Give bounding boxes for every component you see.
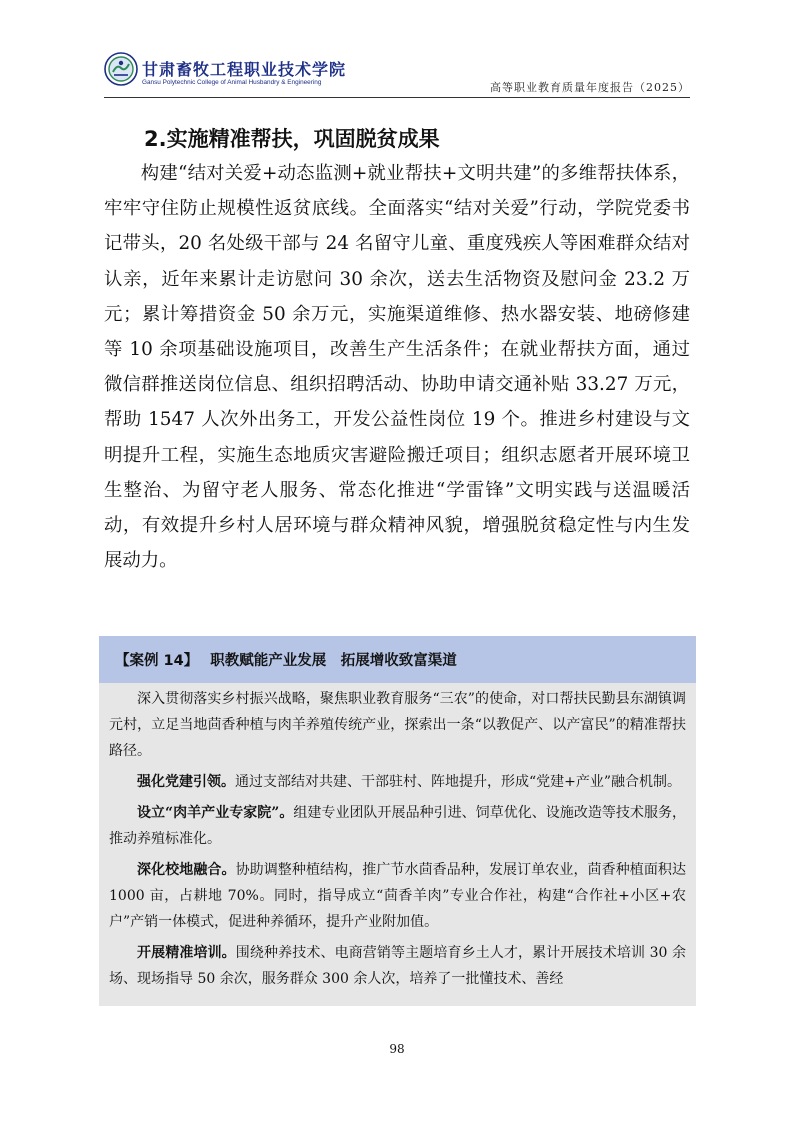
report-title: 高等职业教育质量年度报告（2025） xyxy=(490,81,690,94)
page-header xyxy=(104,52,690,98)
case-item-lead: 深化校地融合。 xyxy=(137,862,236,878)
case-item-lead: 强化党建引领。 xyxy=(137,774,235,790)
case-intro: 深入贯彻落实乡村振兴战略，聚焦职业教育服务“三农”的使命，对口帮扶民勤县东湖镇调元村，立足当地茴香种植与肉羊养殖传统产业，探索出一条“以教促产、以产富民”的精准帮扶路径。 xyxy=(109,691,686,759)
case-item-text: 围绕种养技术、电商营销等主题培育乡土人才，累计开展技术培训 30 余场、现场指导 50 余次，服务群众 300 余人次，培养了一批懂技术、善经 xyxy=(109,945,687,987)
case-item-text: 组建专业团队开展品种引进、饲草优化、设施改造等技术服务，推动养殖标准化。 xyxy=(109,805,687,847)
case-tag: 【案例 14】 xyxy=(115,653,199,669)
case-item-text: 通过支部结对共建、干部驻村、阵地提升，形成“党建+产业”融合机制。 xyxy=(235,774,682,790)
case-item-lead: 开展精准培训。 xyxy=(137,945,236,961)
case-item xyxy=(109,769,686,795)
section-body: 构建“结对关爱+动态监测+就业帮扶+文明共建”的多维帮扶体系，牢牢守住防止规模性返贫底线。全面落实“结对关爱”行动，学院党委书记带头，20 名处级干部与 24 名留守儿童、重度残疾人等困难群众结对认亲，近年来累计走访慰问 30 余次，送去生活物资及慰问金 23.2 万元；累计筹措资金 50 余万元，实施渠道维修、热水器安装、地磅修建等 10 余项基础设施项目，改善生产生活条件；在就业帮扶方面，通过微信群推送岗位信息、组织招聘活动、协助申请交通补贴 33.27 万元，帮助 1547 人次外出务工，开发公益性岗位 19 个。推进乡村建设与文明提升工程，实施生态地质灾害避险搬迁项目；组织志愿者开展环境卫生整治、为留守老人服务、常态化推进“学雷锋”文明实践与送温暖活动，有效提升乡村人居环境与群众精神风貌，增强脱贫稳定性与内生发展动力。 xyxy=(104,163,690,572)
case-item-lead: 设立“肉羊产业专家院”。 xyxy=(137,805,294,821)
college-logo-icon xyxy=(104,52,138,86)
case-title: 职教赋能产业发展 拓展增收致富渠道 xyxy=(210,653,457,669)
case-item-text: 协助调整种植结构，推广节水茴香品种，发展订单农业，茴香种植面积达 1000 亩，占耕地 70%。同时，指导成立“茴香羊肉”专业合作社，构建“合作社+小区+农户”产销一体模式，促进种养循环，提升产业附加值。 xyxy=(109,862,687,930)
college-name-cn: 甘肃畜牧工程职业技术学院 xyxy=(142,60,347,79)
page-number: 98 xyxy=(389,1042,405,1056)
header-divider xyxy=(104,97,690,98)
case-study-box xyxy=(99,636,696,1006)
college-name-en: Gansu Polytechnic College of Animal Husbandry & Engineering xyxy=(142,79,322,86)
case-item xyxy=(109,800,686,852)
case-header xyxy=(99,636,696,683)
case-body xyxy=(99,683,696,992)
section-title: 2.实施精准帮扶，巩固脱贫成果 xyxy=(144,127,440,151)
case-item xyxy=(109,940,686,992)
case-item xyxy=(109,857,686,935)
